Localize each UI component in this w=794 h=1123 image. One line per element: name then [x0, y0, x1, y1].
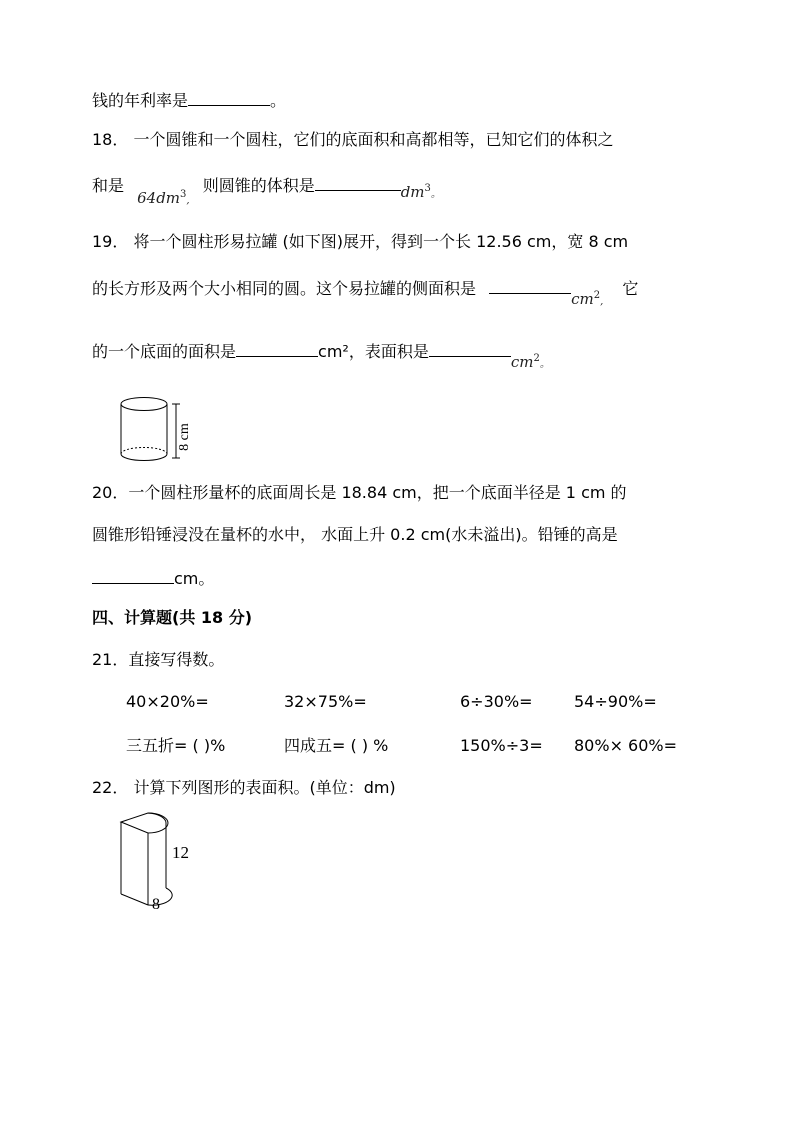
q17-text: 钱的年利率是 [92, 91, 189, 110]
q19-unit1 [571, 290, 603, 308]
q21-r2-c3: 150%÷3= [460, 736, 543, 755]
height-12-label: 12 [172, 843, 189, 862]
q19-unit2-text: cm [510, 353, 534, 371]
q18-given-tail: , [186, 195, 190, 206]
q18-given-sup: 3 [180, 189, 187, 200]
q20-line1: 20．一个圆柱形量杯的底面周长是 18.84 cm，把一个底面半径是 1 cm 的 [92, 483, 627, 502]
q18-answer-blank[interactable] [315, 174, 401, 191]
q19-line3-unit: cm²，表面积是 [318, 342, 429, 361]
q19-line3-pre: 的一个底面的面积是 [92, 342, 237, 361]
q19-cylinder-figure [110, 392, 200, 468]
q17-answer-blank[interactable] [188, 89, 270, 106]
q19-unit1-tail: , [600, 296, 604, 307]
section-4-title: 四、计算题(共 18 分) [92, 608, 253, 627]
q18-given: 64dm [137, 189, 181, 207]
q21-r2-c1: 三五折= ( )% [126, 736, 226, 755]
q18-unit-tail: 。 [430, 189, 441, 200]
q19-line2-text: 的长方形及两个大小相同的圆。这个易拉罐的侧面积是 [92, 279, 477, 298]
q21-r1-c4: 54÷90%= [574, 692, 657, 711]
q19-unit2 [511, 353, 550, 371]
q19-line3 [92, 339, 550, 371]
cylinder-top-ellipse [121, 398, 167, 411]
q18-unit-sup: 3 [424, 183, 431, 194]
q19-unit1-text: cm [571, 290, 594, 308]
q19-base-area-blank[interactable] [236, 340, 318, 357]
q21-r2-c4: 80%× 60%= [574, 736, 678, 755]
half-cylinder-curved-side [148, 813, 166, 888]
q18-pre: 和是 [92, 176, 125, 195]
q22-title: 22． 计算下列图形的表面积。(单位：dm) [92, 778, 396, 797]
q19-unit2-sup: 2 [533, 353, 540, 364]
q20-answer-blank[interactable] [92, 567, 174, 584]
q20-unit: cm。 [174, 569, 215, 588]
q18-line2 [92, 173, 441, 207]
q18-unit-text: dm [400, 183, 425, 201]
q20-line2: 圆锥形铅锤浸没在量杯的水中， 水面上升 0.2 cm(水未溢出)。铅锤的高是 [92, 525, 618, 544]
diameter-8-label: 8 [152, 896, 160, 913]
q19-lateral-area-blank[interactable] [489, 277, 571, 294]
q20-line3 [92, 567, 214, 589]
q18-given-volume [137, 189, 189, 207]
q19-surface-area-blank[interactable] [429, 340, 511, 357]
q21-r1-c3: 6÷30%= [460, 692, 533, 711]
q21-r1-c1: 40×20%= [126, 692, 209, 711]
q19-line2 [92, 276, 692, 308]
q17-end: 。 [270, 91, 287, 110]
q21-r1-c2: 32×75%= [284, 692, 367, 711]
q19-line1: 19． 将一个圆柱形易拉罐 (如下图)展开，得到一个长 12.56 cm，宽 8 cm [92, 232, 629, 251]
q18-unit [401, 183, 441, 201]
cylinder-bottom-front [121, 454, 167, 461]
q21-title: 21．直接写得数。 [92, 650, 225, 669]
cylinder-bottom-back [121, 448, 167, 455]
q19-line2-end: 它 [622, 279, 639, 298]
q22-half-cylinder-figure [110, 806, 220, 914]
half-cylinder-bottom-diameter [121, 894, 148, 905]
q19-unit2-tail: 。 [539, 359, 550, 370]
height-label: 8 cm [177, 423, 192, 451]
q18-line1: 18． 一个圆锥和一个圆柱，它们的底面积和高都相等，已知它们的体积之 [92, 130, 614, 149]
q19-unit1-sup: 2 [593, 290, 601, 301]
q21-r2-c2: 四成五= ( ) % [284, 736, 389, 755]
q17-tail-line [92, 89, 286, 111]
q18-mid: 则圆锥的体积是 [202, 176, 315, 195]
